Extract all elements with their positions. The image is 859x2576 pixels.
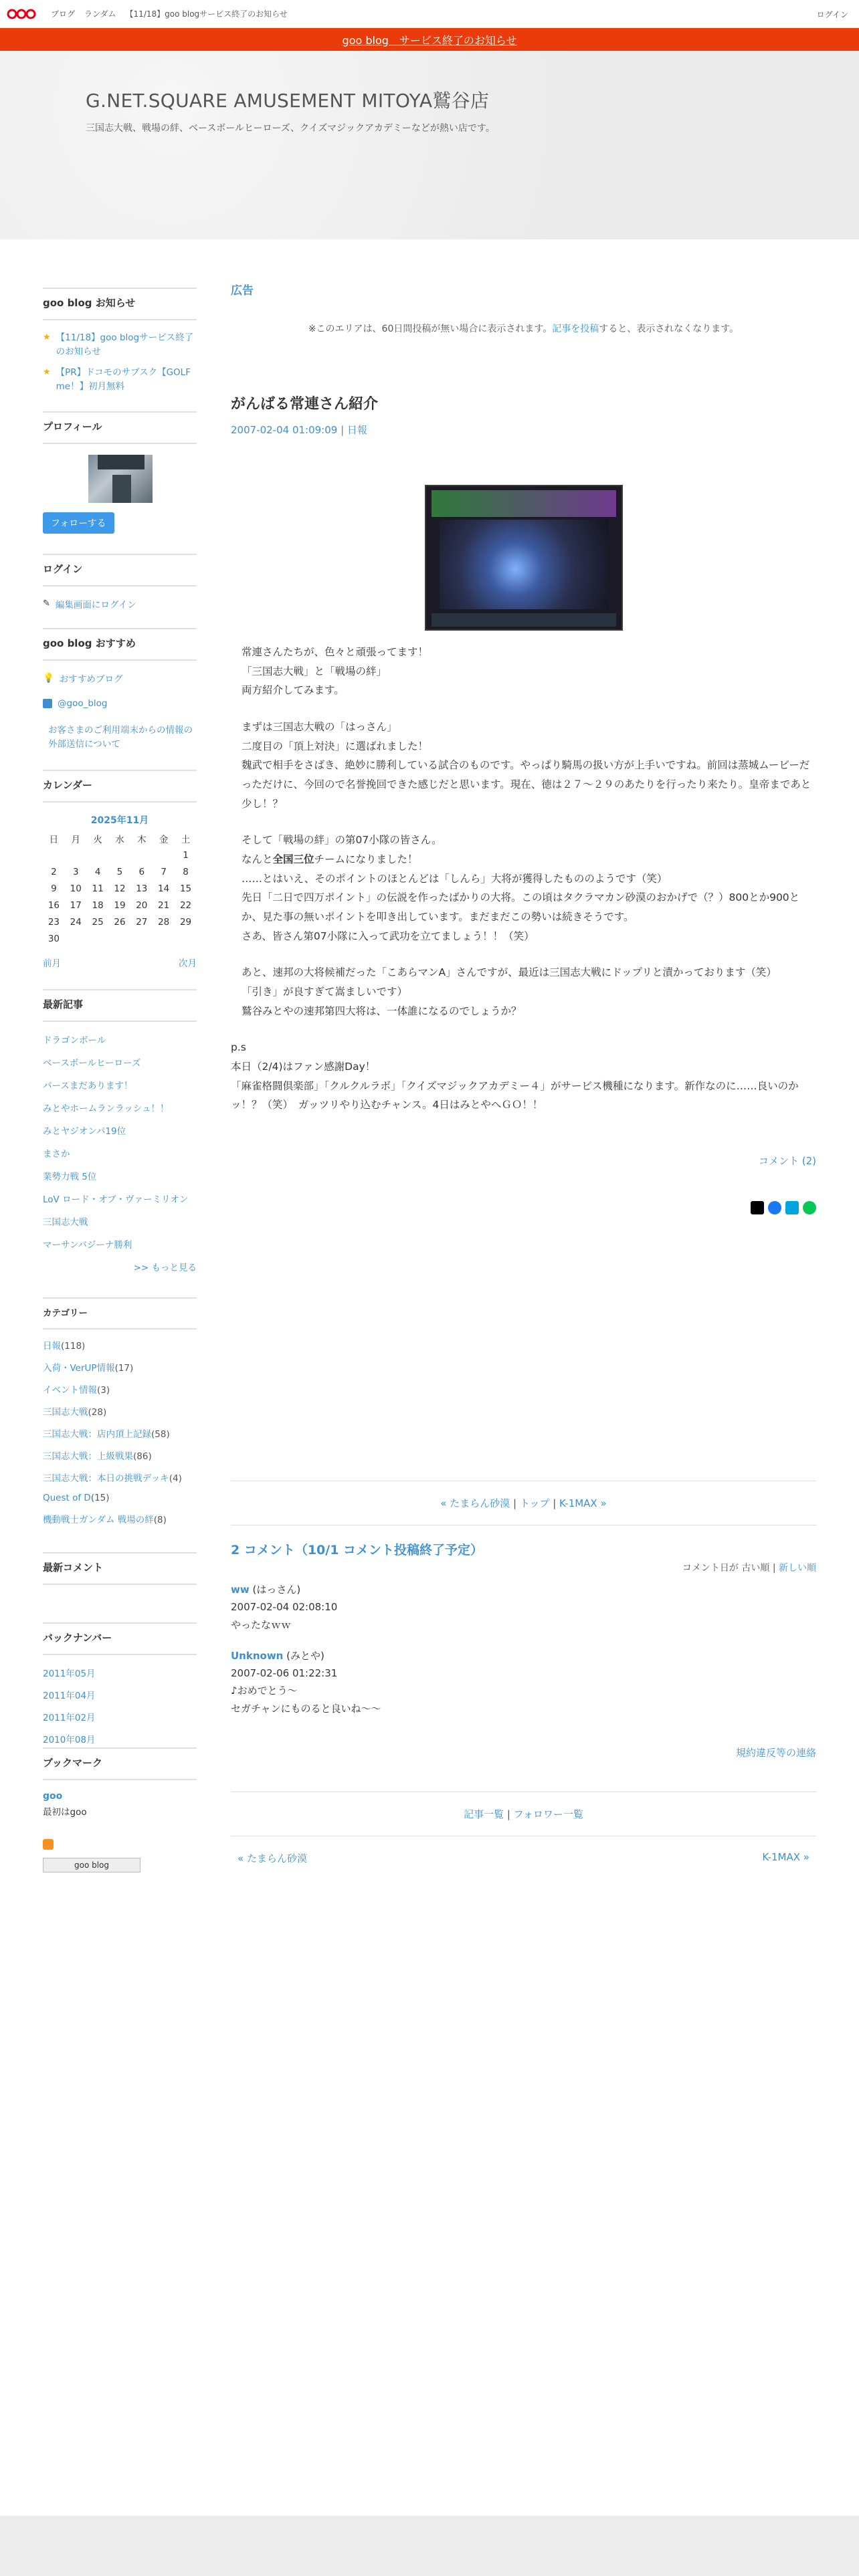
calendar-day: 9 bbox=[51, 883, 57, 895]
share-buttons bbox=[231, 1201, 816, 1214]
post-paragraph: まずは三国志大戦の「はっさん」 二度目の「頂上対決」に選ばれました！ 魏武で相手をさばき、絶妙に勝利している試合のものです。やっぱり騎馬の扱い方が上手いですね。前回は蒸城ムービーだっただけに、今回ので名誉挽回できた感じだと思います。現在、徳は２７～２９のあたりを行ったり来たり。皇帝まであと少し！？ bbox=[242, 721, 812, 810]
comment-order bbox=[231, 1561, 816, 1574]
more-posts-link[interactable]: >> もっと見る bbox=[133, 1262, 197, 1273]
main-content bbox=[231, 281, 816, 1865]
calendar-day: 30 bbox=[47, 934, 60, 945]
comment-date: 2007-02-04 02:08:10 bbox=[231, 1601, 338, 1614]
post-paragraph bbox=[231, 831, 816, 946]
bookmark-heading: ブックマーク bbox=[43, 1747, 197, 1780]
order-label: コメント日が bbox=[682, 1563, 739, 1574]
category-count: (118) bbox=[61, 1340, 86, 1352]
calendar-day: 2 bbox=[51, 867, 57, 878]
calendar-day bbox=[109, 847, 131, 864]
weekday: 月 bbox=[71, 835, 81, 846]
hatena-share-icon[interactable] bbox=[785, 1201, 799, 1214]
calendar-day bbox=[109, 931, 131, 948]
recent-post-link[interactable]: マーサンバジーナ勝利 bbox=[43, 1239, 132, 1251]
photo-screen-shape bbox=[440, 520, 608, 609]
category-item bbox=[43, 1471, 197, 1484]
calendar-week bbox=[43, 881, 197, 897]
recent-post-link[interactable]: 業勢力戦 5位 bbox=[43, 1171, 97, 1182]
calendar-day: 27 bbox=[136, 917, 148, 928]
calendar-day bbox=[130, 847, 153, 864]
post-meta bbox=[231, 423, 816, 437]
blog-header bbox=[0, 51, 859, 239]
comment-date: 2007-02-06 01:22:31 bbox=[231, 1667, 338, 1680]
category-block bbox=[43, 1297, 197, 1525]
order-oldest[interactable]: 古い順 bbox=[741, 1563, 770, 1574]
profile-image[interactable] bbox=[88, 455, 153, 503]
category-item bbox=[43, 1493, 197, 1503]
pager-separator: | bbox=[549, 1497, 560, 1510]
edit-login-link[interactable]: 編集画面にログイン bbox=[55, 599, 136, 611]
goo-blog-twitter-link[interactable]: @goo_blog bbox=[58, 697, 108, 709]
recent-post-link[interactable]: まさか bbox=[43, 1148, 70, 1160]
blog-title[interactable]: G.NET.SQUARE AMUSEMENT MITOYA鷲谷店 bbox=[86, 90, 490, 112]
calendar-day: 12 bbox=[114, 883, 126, 895]
comment-count-link[interactable]: コメント (2) bbox=[758, 1155, 816, 1168]
calendar-day: 20 bbox=[136, 900, 148, 911]
post-paragraph: あと、速邦の大将候補だった「こあらマンA」さんですが、最近は三国志大戦にドップリと漬かっております（笑） 「引き」が良すぎて嵩ましいです） 鷲谷みとやの速邦第四大将は、一体誰になるのでしょうか？ bbox=[242, 966, 777, 1017]
calendar-day: 8 bbox=[183, 867, 189, 878]
backnumber-link[interactable]: 2010年08月 bbox=[43, 1734, 96, 1745]
report-violation-link[interactable]: 規約違反等の連絡 bbox=[735, 1746, 816, 1759]
category-item bbox=[43, 1404, 197, 1418]
prev-post-link[interactable]: « たまらん砂漠 bbox=[440, 1497, 510, 1510]
calendar-day bbox=[43, 847, 65, 864]
calendar-week bbox=[43, 897, 197, 914]
recent-post-link[interactable]: みとやホームランラッシュ！！ bbox=[43, 1103, 169, 1114]
calendar-day: 13 bbox=[136, 883, 148, 895]
notice-item[interactable] bbox=[43, 331, 197, 359]
category-item bbox=[43, 1360, 197, 1374]
calendar-day: 10 bbox=[70, 883, 82, 895]
calendar-day: 29 bbox=[179, 917, 192, 928]
service-end-banner bbox=[0, 28, 859, 51]
comment-text: ♪おめでとう～ セガチャンにものると良いね～～ bbox=[231, 1685, 381, 1715]
recent-post-link[interactable]: みとヤジオンパ19位 bbox=[43, 1125, 126, 1137]
calendar-day: 15 bbox=[179, 883, 192, 895]
category-item bbox=[43, 1512, 197, 1525]
pencil-icon: ✎ bbox=[43, 599, 50, 609]
calendar-day: 7 bbox=[161, 867, 167, 878]
comment-item bbox=[231, 1647, 816, 1717]
meta-separator: | bbox=[337, 424, 347, 436]
goo-logo[interactable] bbox=[7, 4, 39, 24]
recent-post-link[interactable]: バースまだあります！ bbox=[43, 1080, 133, 1091]
recommend-blog-link[interactable]: おすすめブログ bbox=[59, 673, 123, 685]
recent-post-link[interactable]: ドラゴンボール bbox=[43, 1035, 106, 1046]
weekday: 木 bbox=[137, 835, 147, 846]
calendar-day bbox=[65, 931, 87, 948]
comment-handle: (みとや) bbox=[286, 1649, 324, 1662]
calendar-day: 6 bbox=[138, 867, 145, 878]
notice-item[interactable] bbox=[43, 366, 197, 394]
category-link[interactable]: 日報 bbox=[43, 1340, 61, 1352]
login-heading: ログイン bbox=[43, 554, 197, 586]
backnumber-block bbox=[43, 1622, 197, 1745]
calendar-day: 28 bbox=[158, 917, 170, 928]
calendar-month: 2025年11月 bbox=[90, 815, 149, 826]
recent-comments-heading: 最新コメント bbox=[43, 1552, 197, 1585]
nav-blog[interactable]: ブログ bbox=[51, 9, 76, 19]
calendar-day: 3 bbox=[72, 867, 79, 878]
ad-note-text: すると、表示されなくなります。 bbox=[599, 324, 739, 334]
bookmark-goo-link[interactable]: goo bbox=[43, 1790, 63, 1802]
weekday: 水 bbox=[115, 835, 124, 846]
store-door-shape bbox=[112, 475, 131, 503]
bookmark-block bbox=[43, 1747, 197, 1872]
calendar-day: 24 bbox=[70, 917, 82, 928]
calendar-week bbox=[43, 914, 197, 931]
order-separator: | bbox=[769, 1563, 779, 1574]
post-text: そして「戦場の絆」の第07小隊の皆さん。 なんと bbox=[242, 834, 442, 866]
profile-block bbox=[43, 411, 197, 534]
comment-author[interactable]: ww bbox=[231, 1584, 250, 1596]
blog-description: 三国志大戦、戦場の絆、ベースボールヒーローズ、クイズマジックアカデミーなどが熱い店です。 bbox=[86, 123, 495, 134]
comment-handle: (はっさん) bbox=[252, 1584, 301, 1596]
weekday: 土 bbox=[181, 835, 191, 846]
calendar-next-link[interactable]: 次月 bbox=[179, 958, 197, 969]
backnumber-link[interactable]: 2011年05月 bbox=[43, 1668, 96, 1679]
post-article-link[interactable]: 記事を投稿 bbox=[552, 324, 599, 334]
lightbulb-icon: 💡 bbox=[43, 672, 54, 683]
calendar-day: 22 bbox=[179, 900, 192, 911]
notice-heading: goo blog お知らせ bbox=[43, 288, 197, 320]
post-date-link[interactable]: 2007-02-04 01:09:09 bbox=[231, 424, 338, 436]
calendar-nav bbox=[43, 956, 197, 969]
next-post-link[interactable]: K-1MAX » bbox=[559, 1497, 607, 1510]
login-block bbox=[43, 554, 197, 611]
backnumber-link[interactable]: 2011年04月 bbox=[43, 1690, 96, 1701]
calendar-day bbox=[175, 931, 197, 948]
global-nav bbox=[51, 8, 288, 19]
bottom-links bbox=[231, 1792, 816, 1836]
calendar-week bbox=[43, 847, 197, 864]
post-paragraph: 常連さんたちが、色々と頑張ってます！ 「三国志大戦」と「戦場の絆」 両方紹介してみます。 bbox=[242, 646, 429, 697]
category-count: (4) bbox=[169, 1473, 182, 1484]
calendar-day: 11 bbox=[92, 883, 104, 895]
category-link[interactable]: 三国志大戦：上級戦果 bbox=[43, 1451, 133, 1462]
category-count: (3) bbox=[97, 1384, 110, 1396]
post-pager bbox=[231, 1481, 816, 1525]
login-link[interactable]: ログイン bbox=[816, 10, 848, 19]
bookmark-desc: 最初はgoo bbox=[43, 1806, 87, 1818]
recommend-heading: goo blog おすすめ bbox=[43, 628, 197, 661]
recommend-block bbox=[43, 628, 197, 752]
weekday: 日 bbox=[49, 835, 59, 846]
category-link[interactable]: 三国志大戦 bbox=[43, 1406, 88, 1418]
links-separator: | bbox=[504, 1808, 514, 1820]
photo-footer-shape bbox=[432, 613, 616, 627]
category-count: (86) bbox=[133, 1451, 152, 1462]
category-count: (15) bbox=[90, 1492, 110, 1503]
calendar-week bbox=[43, 864, 197, 881]
recent-comments-block bbox=[43, 1552, 197, 1585]
bottom-prev-link[interactable]: « たまらん砂漠 bbox=[237, 1852, 307, 1864]
category-item bbox=[43, 1338, 197, 1352]
category-link[interactable]: 三国志大戦：本日の挑戦デッキ bbox=[43, 1473, 169, 1484]
calendar-block bbox=[43, 770, 197, 969]
category-heading: カテゴリー bbox=[43, 1297, 197, 1329]
calendar-day bbox=[153, 931, 175, 948]
backnumber-link[interactable]: 2011年02月 bbox=[43, 1712, 96, 1723]
category-item bbox=[43, 1382, 197, 1396]
category-link[interactable]: イベント情報 bbox=[43, 1384, 97, 1396]
category-item bbox=[43, 1448, 197, 1462]
post-category-link[interactable]: 日報 bbox=[347, 424, 367, 436]
nav-random[interactable]: ランダム bbox=[84, 9, 116, 19]
calendar-day bbox=[87, 931, 109, 948]
ad-note bbox=[231, 322, 816, 335]
calendar-prev-link[interactable]: 前月 bbox=[43, 958, 61, 969]
sidebar bbox=[43, 288, 197, 1890]
calendar-day: 4 bbox=[94, 867, 101, 878]
nav-notice[interactable]: 【11/18】goo blogサービス終了のお知らせ bbox=[125, 9, 288, 19]
calendar-day: 19 bbox=[114, 900, 126, 911]
x-share-icon[interactable] bbox=[751, 1201, 764, 1214]
bottom-next-link[interactable]: K-1MAX » bbox=[762, 1850, 809, 1863]
calendar-day: 26 bbox=[114, 917, 126, 928]
service-end-link[interactable]: goo blog サービス終了のお知らせ bbox=[342, 33, 517, 47]
post-text: チームになりました！ ……とはいえ、そのポイントのほとんどは「しんら」大将が獲得したもののようです（笑） 先日「二日で四万ポイント」の伝説を作ったばかりの大将。この頃はタクラマカン砂漠のおかげで（？）800とか900とか、見た事の無いポイントを叩き出しています。まだまだこの勢いは続きそうです。 さあ、皆さん第07小隊に入って武功を立てましょう！！（笑） bbox=[242, 853, 800, 942]
post-bold-text: 全国三位 bbox=[272, 853, 314, 866]
bottom-pager bbox=[231, 1851, 816, 1865]
calendar-day bbox=[65, 847, 87, 864]
weekday: 金 bbox=[159, 835, 169, 846]
comment-item bbox=[231, 1581, 816, 1634]
calendar-day: 1 bbox=[183, 850, 189, 861]
calendar-day bbox=[153, 847, 175, 864]
goo-blog-button[interactable] bbox=[43, 1858, 140, 1872]
recent-post-link[interactable]: ベースボールヒーローズ bbox=[43, 1057, 141, 1069]
notice-link[interactable]: 【PR】ドコモのサブスク【GOLF me！】初月無料 bbox=[56, 366, 191, 392]
post-list-link[interactable]: 記事一覧 bbox=[464, 1808, 504, 1820]
goo-blog-button-label: goo blog bbox=[74, 1860, 110, 1870]
calendar-week bbox=[43, 931, 197, 948]
top-link[interactable]: トップ bbox=[519, 1497, 550, 1510]
category-link[interactable]: 機動戦士ガンダム 戦場の絆 bbox=[43, 1514, 154, 1525]
calendar-day: 21 bbox=[158, 900, 170, 911]
photo-hud-shape bbox=[432, 490, 616, 517]
calendar-days bbox=[43, 847, 197, 948]
comment-text: やったなｗｗ bbox=[231, 1618, 292, 1631]
category-item bbox=[43, 1426, 197, 1440]
calendar-day: 23 bbox=[47, 917, 60, 928]
global-header bbox=[0, 0, 859, 28]
calendar-day: 25 bbox=[92, 917, 104, 928]
comments-heading: 2 コメント（10/1 コメント投稿終了予定） bbox=[231, 1543, 484, 1558]
calendar-day: 14 bbox=[158, 883, 170, 895]
star-icon: ★ bbox=[43, 366, 51, 377]
follow-button[interactable]: フォローする bbox=[43, 512, 114, 534]
calendar-day: 5 bbox=[116, 867, 123, 878]
star-icon: ★ bbox=[43, 332, 51, 342]
ad-note-text: ※このエリアは、60日間投稿が無い場合に表示されます。 bbox=[308, 324, 553, 334]
category-count: (17) bbox=[114, 1362, 134, 1374]
category-link[interactable]: Quest of D bbox=[43, 1492, 91, 1503]
category-link[interactable]: 入荷・VerUP情報 bbox=[43, 1362, 115, 1374]
recent-post-link[interactable]: LoV ロード・オブ・ヴァーミリオン bbox=[43, 1194, 189, 1205]
store-sign-shape bbox=[98, 455, 145, 469]
external-send-info-link[interactable]: お客さまのご利用端末からの情報の外部送信について bbox=[48, 724, 193, 750]
calendar-table bbox=[43, 831, 197, 948]
post-body bbox=[231, 643, 816, 1115]
calendar-heading: カレンダー bbox=[43, 770, 197, 802]
line-share-icon[interactable] bbox=[803, 1201, 816, 1214]
calendar-day: 18 bbox=[92, 900, 104, 911]
notice-link[interactable]: 【11/18】goo blogサービス終了のお知らせ bbox=[56, 332, 194, 357]
weekday: 火 bbox=[93, 835, 102, 846]
comment-author[interactable]: Unknown bbox=[231, 1649, 284, 1662]
category-count: (8) bbox=[153, 1514, 167, 1525]
facebook-share-icon[interactable] bbox=[768, 1201, 781, 1214]
twitter-icon bbox=[43, 699, 52, 708]
notice-block bbox=[43, 288, 197, 394]
recent-post-link[interactable]: 三国志大戦 bbox=[43, 1216, 88, 1228]
backnumber-list[interactable] bbox=[43, 1666, 197, 1745]
post-paragraph: p.s 本日（2/4)はファン感謝Day！ 「麻雀格闘倶楽部」「クルクルラボ」「クイズマジックアカデミー４」がサービス機種になります。新作なのに……良いのかッ！？（笑） ガッツリやり込むチャンス。4日はみとやへＧＯ！！ bbox=[231, 1041, 799, 1111]
post-photo[interactable] bbox=[425, 485, 623, 631]
goo-logo-icon bbox=[7, 7, 36, 21]
rss-icon[interactable] bbox=[43, 1839, 54, 1850]
profile-heading: プロフィール bbox=[43, 411, 197, 444]
recent-posts-heading: 最新記事 bbox=[43, 989, 197, 1022]
calendar-day: 17 bbox=[70, 900, 82, 911]
order-newest-link[interactable]: 新しい順 bbox=[779, 1563, 816, 1574]
calendar-day: 16 bbox=[47, 900, 60, 911]
follower-list-link[interactable]: フォロワー一覧 bbox=[513, 1808, 583, 1820]
recent-posts-block bbox=[43, 989, 197, 1273]
category-link[interactable]: 三国志大戦：店内頂上記録 bbox=[43, 1428, 151, 1440]
calendar-day bbox=[130, 931, 153, 948]
ad-heading: 広告 bbox=[231, 284, 254, 298]
calendar-weekdays bbox=[43, 831, 197, 847]
category-count: (58) bbox=[151, 1428, 170, 1440]
category-count: (28) bbox=[88, 1406, 107, 1418]
calendar-day bbox=[87, 847, 109, 864]
pager-separator: | bbox=[510, 1497, 520, 1510]
footer bbox=[0, 2516, 859, 2576]
backnumber-heading: バックナンバー bbox=[43, 1622, 197, 1655]
post-title[interactable]: がんばる常連さん紹介 bbox=[231, 396, 379, 413]
